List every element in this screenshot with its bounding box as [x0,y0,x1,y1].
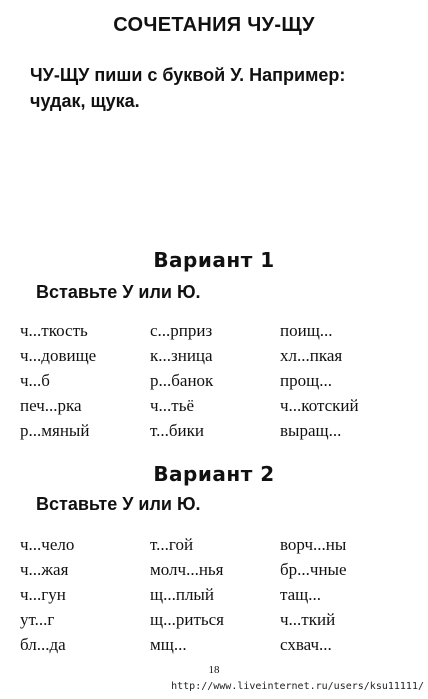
variant-1-task: Вставьте У или Ю. [36,282,201,302]
word: ч...тьё [150,395,195,415]
word-row [20,632,415,657]
word: прощ... [280,370,332,390]
word: щ...плый [150,584,214,604]
word: ут...г [20,609,55,629]
word: ч...гун [20,584,66,604]
word: выращ... [280,420,342,440]
variant-1-heading: Вариант 1 [153,248,275,272]
word: ч...котский [280,395,359,415]
page-title: СОЧЕТАНИЯ ЧУ-ЩУ [113,14,315,36]
word: мщ... [150,634,187,654]
word-row [20,343,415,368]
word: т...гой [150,534,194,554]
word-row [20,607,415,632]
word-row [20,582,415,607]
word-row [20,393,415,418]
word: ч...ткость [20,320,88,340]
word: молч...нья [150,559,224,579]
word: р...мяный [20,420,90,440]
word: поищ... [280,320,333,340]
word-row [20,368,415,393]
word: ворч...ны [280,534,347,554]
rule-line-1: ЧУ-ЩУ пиши с буквой У. Например: [30,65,346,85]
word: ч...чело [20,534,75,554]
word-row [20,532,415,557]
variant-2-word-grid [20,532,415,657]
page-number: 18 [208,664,220,676]
variant-1-word-grid [20,318,415,443]
word: ч...довище [20,345,97,365]
word: схвач... [280,634,332,654]
word: ч...ткий [280,609,336,629]
word: бр...чные [280,559,347,579]
word: бл...да [20,634,66,654]
word: хл...пкая [280,345,343,365]
word-row [20,557,415,582]
word: с...рприз [150,320,213,340]
watermark-url: http://www.liveinternet.ru/users/ksu11111/ [171,681,424,692]
word-row [20,418,415,443]
word: ч...б [20,370,50,390]
word: щ...риться [150,609,224,629]
word: ч...жая [20,559,69,579]
word: к...зница [150,345,213,365]
variant-2-task: Вставьте У или Ю. [36,494,201,514]
word: тащ... [280,584,322,604]
rule-line-2: чудак, щука. [30,91,140,111]
word: печ...рка [20,395,82,415]
word: т...бики [150,420,205,440]
word-row [20,318,415,343]
word: р...банок [150,370,214,390]
variant-2-heading: Вариант 2 [153,462,275,486]
